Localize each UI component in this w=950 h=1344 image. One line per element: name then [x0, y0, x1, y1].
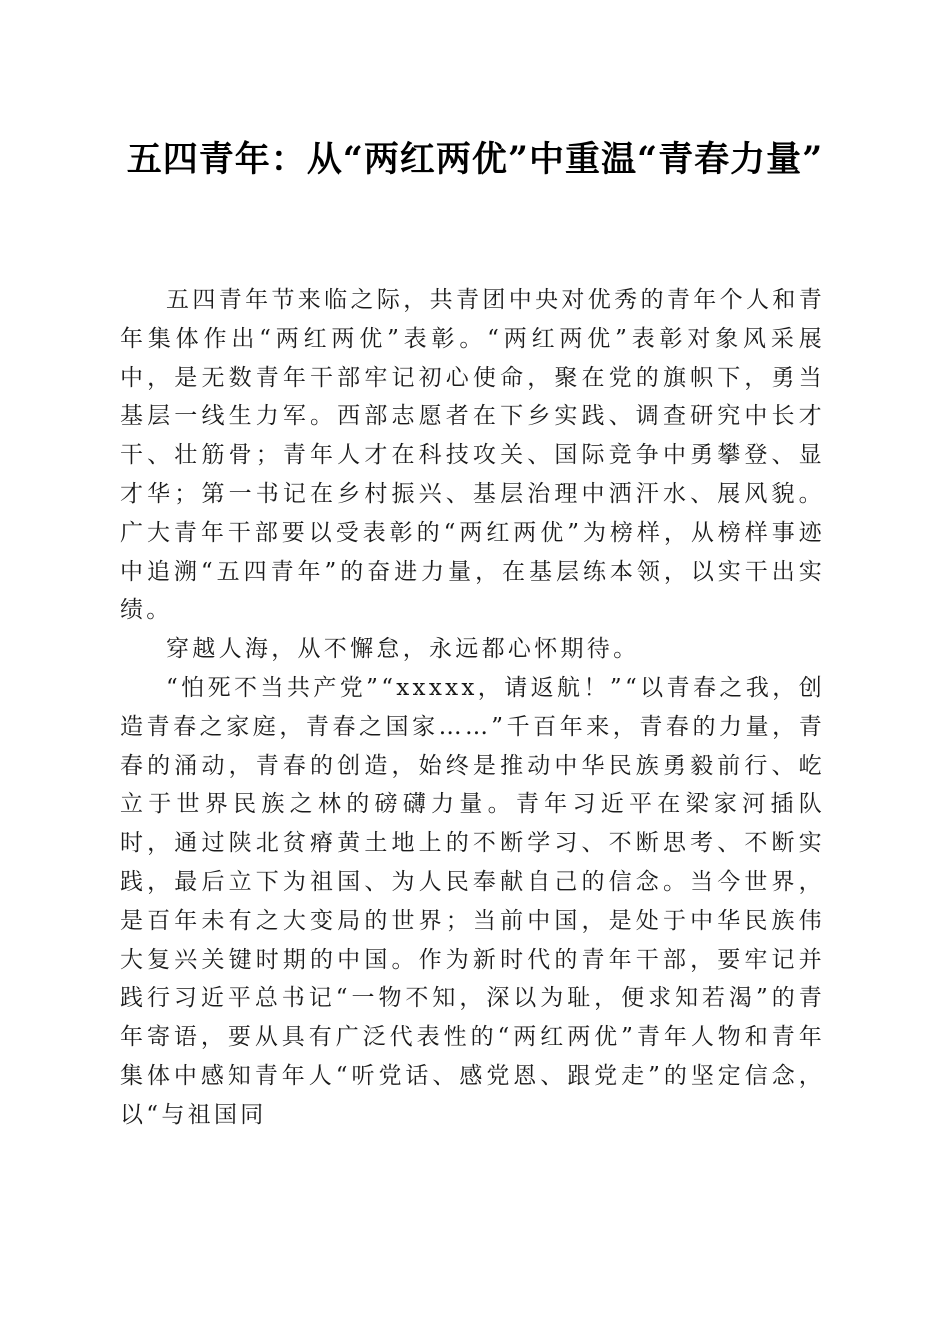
document-title: 五四青年：从“两红两优”中重温“青春力量”: [126, 139, 824, 180]
paragraph: 五四青年节来临之际，共青团中央对优秀的青年个人和青年集体作出“两红两优”表彰。“两红两优”表彰对象风采展中，是无数青年干部牢记初心使命，聚在党的旗帜下，勇当基层一线生力军。西部志愿者在下乡实践、调查研究中长才干、壮筋骨；青年人才在科技攻关、国际竞争中勇攀登、显才华；第一书记在乡村振兴、基层治理中洒汗水、展风貌。广大青年干部要以受表彰的“两红两优”为榜样，从榜样事迹中追溯“五四青年”的奋进力量，在基层练本领，以实干出实绩。: [120, 287, 825, 624]
document-body: [120, 281, 825, 1135]
paragraph: 穿越人海，从不懈怠，永远都心怀期待。: [166, 636, 640, 663]
paragraph: “怕死不当共产党”“xxxxx，请返航！”“以青春之我，创造青春之家庭，青春之国家……”千百年来，青春的力量，青春的涌动，青春的创造，始终是推动中华民族勇毅前行、屹立于世界民族之林的磅礴力量。青年习近平在梁家河插队时，通过陕北贫瘠黄土地上的不断学习、不断思考、不断实践，最后立下为祖国、为人民奉献自己的信念。当今世界，是百年未有之大变局的世界；当前中国，是处于中华民族伟大复兴关键时期的中国。作为新时代的青年干部，要牢记并践行习近平总书记“一物不知，深以为耻，便求知若渴”的青年寄语，要从具有广泛代表性的“两红两优”青年人物和青年集体中感知青年人“听党话、感党恩、跟党走”的坚定信念，以“与祖国同: [120, 674, 825, 1128]
